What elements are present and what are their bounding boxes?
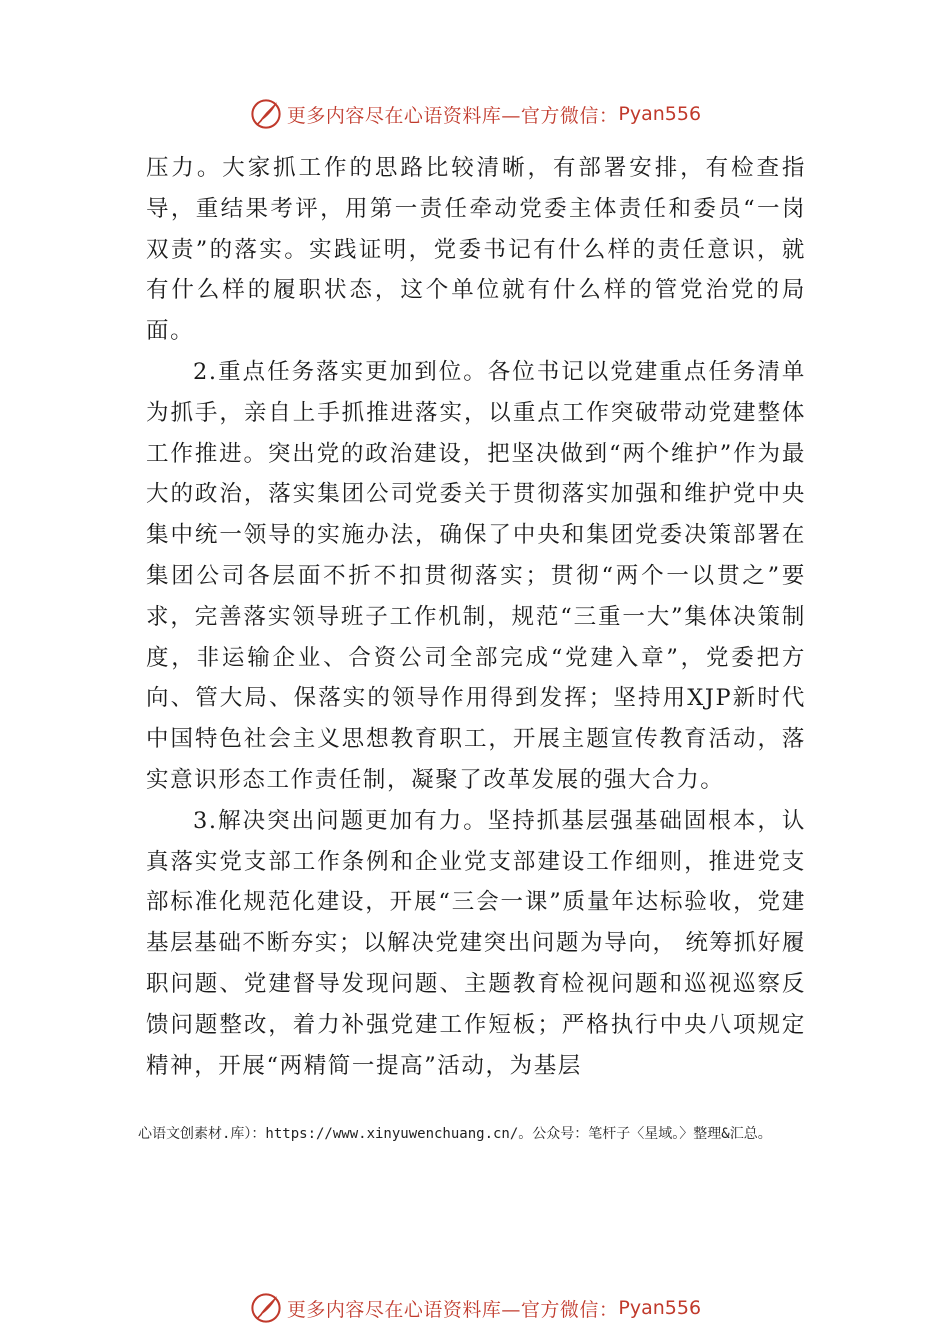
paragraph-2: 2.重点任务落实更加到位。各位书记以党建重点任务清单为抓手，亲自上手抓推进落实，以重点工作突破带动党建整体工作推进。突出党的政治建设，把坚决做到“两个维护”作为最大的政治，落实集团公司党委关于贯彻落实加强和维护党中央集中统一领导的实施办法，确保了中央和集团党委决策部署在集团公司各层面不折不扣贯彻落实；贯彻“两个一以贯之”要求，完善落实领导班子工作机制，规范“三重一大”集体决策制度，非运输企业、合资公司全部完成“党建入章”，党委把方向、管大局、保落实的领导作用得到发挥；坚持用XJP新时代中国特色社会主义思想教育职工，开展主题宣传教育活动，落实意识形态工作责任制，凝聚了改革发展的强大合力。: [146, 358, 806, 793]
footer-banner-text: 更多内容尽在心语资料库—官方微信：: [286, 1298, 619, 1321]
document-body: [146, 148, 806, 1086]
header-banner: [0, 94, 950, 134]
source-footnote: 心语文创素材.库）：https://www.xinyuwenchuang.cn/。公众号：笔杆子〈星域。〉整理&汇总。: [138, 1126, 772, 1142]
footer-wechat-id: Pyan556: [618, 1297, 702, 1319]
header-wechat-id: Pyan556: [618, 103, 702, 125]
quill-circle-icon: [249, 1291, 283, 1325]
paragraph-1: 压力。大家抓工作的思路比较清晰，有部署安排，有检查指导，重结果考评，用第一责任牵动党委主体责任和委员“一岗双责”的落实。实践证明，党委书记有什么样的责任意识，就有什么样的履职状态，这个单位就有什么样的管党治党的局面。: [146, 155, 806, 345]
paragraph-3: 3.解决突出问题更加有力。坚持抓基层强基础固根本，认真落实党支部工作条例和企业党支部建设工作细则，推进党支部标准化规范化建设，开展“三会一课”质量年达标验收，党建基层基础不断夯实；以解决党建突出问题为导向， 统筹抓好履职问题、党建督导发现问题、主题教育检视问题和巡视巡察反馈问题整改，着力补强党建工作短板；严格执行中央八项规定精神，开展“两精简一提高”活动，为基层: [146, 807, 806, 1079]
header-banner-text: 更多内容尽在心语资料库—官方微信：: [286, 104, 619, 127]
quill-circle-icon: [249, 97, 283, 131]
footer-banner: [0, 1288, 950, 1328]
